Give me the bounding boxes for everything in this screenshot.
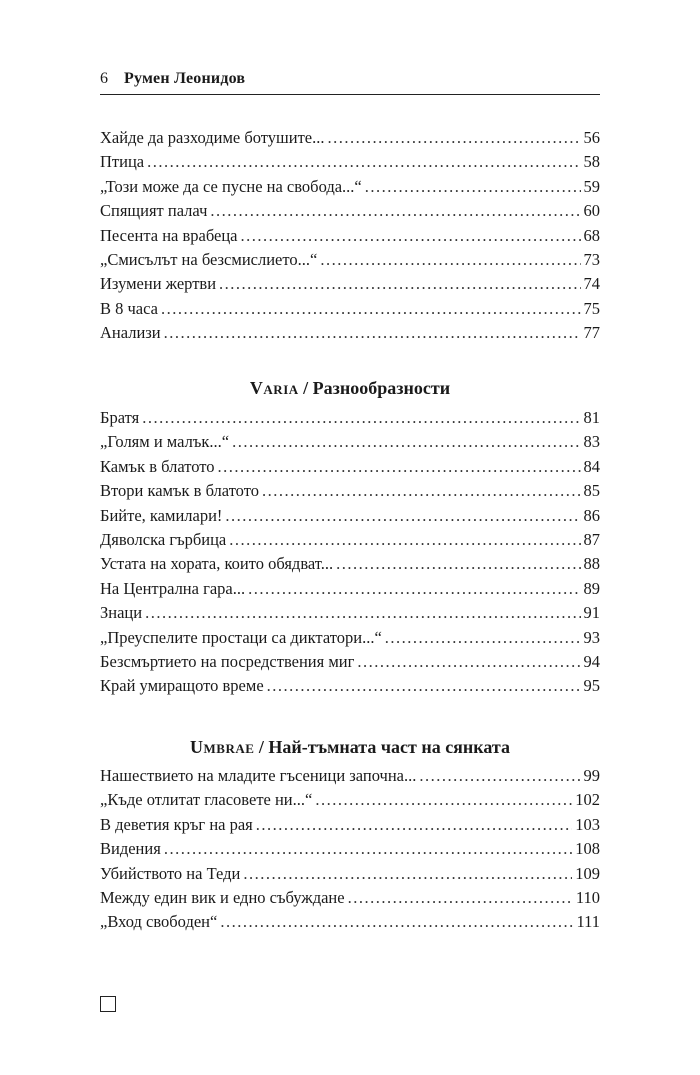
toc-dot-leader — [164, 837, 572, 861]
toc-entry — [100, 813, 600, 837]
toc-entry — [100, 126, 600, 150]
toc-dot-leader — [219, 272, 580, 296]
toc-entry — [100, 626, 600, 650]
toc-entry-title: Камък в блатото — [100, 456, 215, 476]
toc-entry — [100, 430, 600, 454]
toc-entry-title: На Централна гара... — [100, 578, 246, 598]
section-heading — [100, 737, 600, 758]
toc-entry — [100, 479, 600, 503]
page-number: 6 — [100, 70, 108, 87]
toc-entry-page: 60 — [583, 201, 600, 221]
section-heading-title: / Разнообразности — [298, 378, 451, 398]
toc-entry — [100, 199, 600, 223]
toc-dot-leader — [225, 504, 580, 528]
toc-entry — [100, 150, 600, 174]
toc-dot-leader — [385, 626, 581, 650]
toc-dot-leader — [256, 813, 572, 837]
toc-entry — [100, 248, 600, 272]
toc-entry — [100, 224, 600, 248]
toc-entry-page: 85 — [583, 481, 600, 501]
toc-dot-leader — [142, 406, 580, 430]
toc-dot-leader — [220, 910, 573, 934]
toc-dot-leader — [243, 862, 572, 886]
toc-entry-page: 111 — [576, 912, 600, 932]
toc-entry — [100, 837, 600, 861]
toc-entry-page: 88 — [583, 554, 600, 574]
toc-dot-leader — [336, 552, 580, 576]
section-heading-latin: Varia — [249, 378, 299, 398]
toc-entry — [100, 764, 600, 788]
toc-entry-title: В деветия кръг на рая — [100, 814, 253, 834]
toc-entry — [100, 321, 600, 345]
toc-dot-leader — [210, 199, 580, 223]
toc-entry-title: Между един вик и едно събуждане — [100, 888, 345, 907]
toc-entry — [100, 650, 600, 674]
toc-entry — [100, 601, 600, 625]
toc-entry-title: Братя — [100, 408, 140, 427]
running-header — [100, 64, 600, 95]
toc-entry-title: „Голям и малък...“ — [100, 432, 230, 452]
toc-entry — [100, 528, 600, 552]
toc-dot-leader — [357, 650, 580, 674]
toc-entry-page: 99 — [583, 766, 600, 785]
toc-entry-page: 58 — [583, 152, 600, 172]
toc-dot-leader — [315, 788, 572, 812]
toc-entry-title: Край умиращото време — [100, 676, 264, 696]
toc-entry-page: 91 — [583, 603, 600, 623]
toc-entry-title: Анализи — [100, 323, 161, 343]
toc-entry — [100, 297, 600, 321]
toc-entry-page: 86 — [583, 505, 600, 525]
toc-dot-leader — [164, 321, 581, 345]
toc-entry — [100, 577, 600, 601]
toc-dot-leader — [419, 764, 580, 788]
toc-entry — [100, 552, 600, 576]
toc-dot-leader — [248, 577, 580, 601]
toc-dot-leader — [161, 297, 581, 321]
toc-entry-title: „Смисълът на безсмислието...“ — [100, 250, 318, 269]
toc-entry-title: Спящият палач — [100, 201, 208, 221]
toc-dot-leader — [327, 126, 580, 150]
toc-entry-page: 68 — [583, 225, 600, 245]
toc-dot-leader — [218, 455, 581, 479]
toc-entry — [100, 406, 600, 430]
toc-entry — [100, 272, 600, 296]
toc-entry-page: 73 — [583, 250, 600, 269]
toc-entry-page: 110 — [575, 888, 600, 907]
section-heading — [100, 378, 600, 399]
toc-entry-title: Птица — [100, 152, 145, 172]
toc-entry — [100, 504, 600, 528]
toc-entry — [100, 455, 600, 479]
toc-entry-title: Знаци — [100, 603, 143, 623]
toc-entry-page: 75 — [583, 298, 600, 318]
toc-entry-page: 84 — [583, 456, 600, 476]
toc-entry-title: Убийството на Теди — [100, 863, 241, 883]
toc-dot-leader — [147, 150, 580, 174]
corner-square-mark — [100, 996, 116, 1012]
toc-entry-title: „Вход свободен“ — [100, 912, 218, 932]
toc-entry — [100, 788, 600, 812]
toc-entry-title: „Този може да се пусне на свобода...“ — [100, 176, 362, 196]
toc-entry-page: 77 — [583, 323, 600, 343]
toc-entry — [100, 175, 600, 199]
toc-entry — [100, 910, 600, 934]
toc-entry-page: 103 — [575, 814, 600, 834]
toc-entry-title: Втори камък в блатото — [100, 481, 259, 501]
toc-dot-leader — [232, 430, 580, 454]
section-heading-latin: Umbrae — [190, 737, 255, 757]
toc-entry-title: „Къде отлитат гласовете ни...“ — [100, 790, 313, 810]
toc-entry-title: Песента на врабеца — [100, 225, 238, 245]
toc-entry — [100, 886, 600, 910]
toc-entry-page: 56 — [583, 128, 600, 147]
toc-dot-leader — [365, 175, 581, 199]
toc-entry — [100, 674, 600, 698]
toc-entry-title: В 8 часа — [100, 298, 158, 318]
toc-dot-leader — [241, 224, 581, 248]
toc-entry-page: 89 — [583, 578, 600, 598]
toc-entry-page: 108 — [575, 839, 600, 859]
toc-dot-leader — [320, 248, 580, 272]
toc-entry-page: 95 — [583, 676, 600, 696]
toc-entry-title: Дяволска гърбица — [100, 530, 227, 549]
toc-dot-leader — [229, 528, 580, 552]
toc-entry-title: Хайде да разходиме ботушите... — [100, 128, 325, 147]
toc-entry-page: 74 — [583, 274, 600, 294]
toc-entry-title: Видения — [100, 839, 161, 859]
toc-entry-title: „Преуспелите простаци са диктатори...“ — [100, 627, 382, 647]
toc-dot-leader — [145, 601, 580, 625]
toc-entry-title: Нашествието на младите гъсеници започна... — [100, 766, 417, 785]
toc-entry-page: 83 — [583, 432, 600, 452]
toc-entry-page: 87 — [583, 530, 600, 549]
toc-dot-leader — [267, 674, 581, 698]
toc-dot-leader — [262, 479, 581, 503]
toc-entry — [100, 862, 600, 886]
toc-entry-page: 109 — [575, 863, 600, 883]
toc-entry-title: Устата на хората, които обядват... — [100, 554, 334, 574]
toc-entry-page: 81 — [583, 408, 600, 427]
toc-entry-page: 59 — [583, 176, 600, 196]
section-heading-title: / Най-тъмната част на сянката — [254, 737, 510, 757]
toc-entry-page: 102 — [575, 790, 600, 810]
author-name: Румен Леонидов — [124, 70, 246, 87]
toc-dot-leader — [348, 886, 573, 910]
toc-entry-page: 94 — [583, 652, 600, 671]
toc-entry-title: Бийте, камилари! — [100, 505, 223, 525]
toc-entry-title: Безсмъртието на посредствения миг — [100, 652, 355, 671]
toc-entry-title: Изумени жертви — [100, 274, 217, 294]
toc-entry-page: 93 — [583, 627, 600, 647]
